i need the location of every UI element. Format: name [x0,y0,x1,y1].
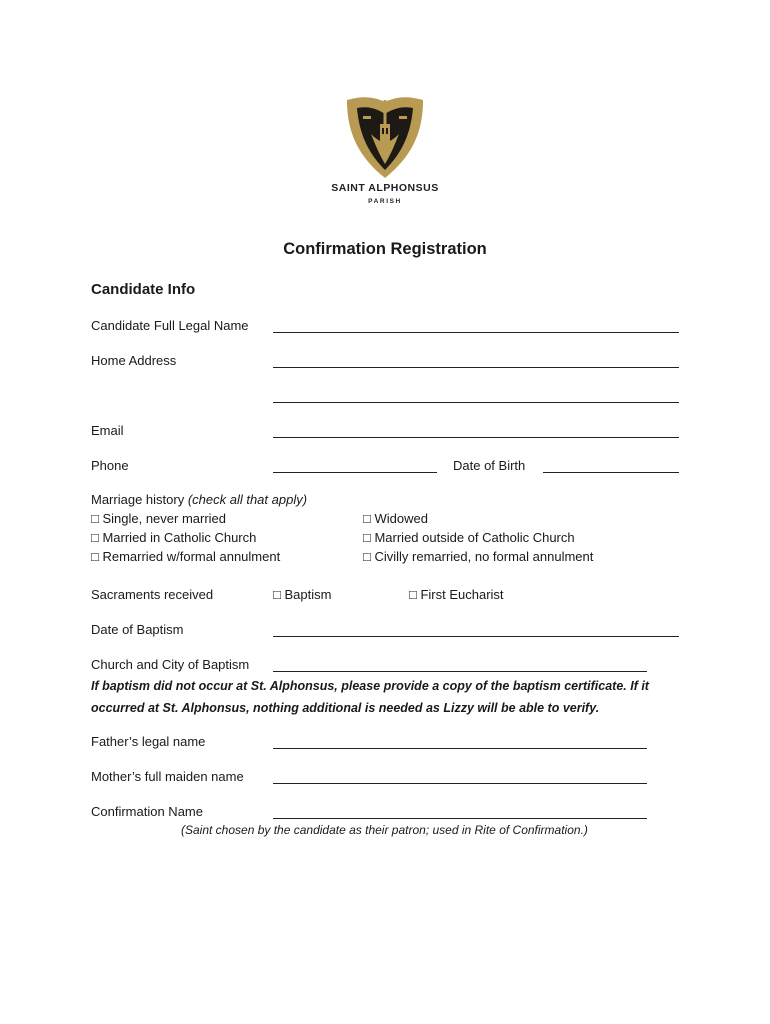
confirmation-name-label: Confirmation Name [91,804,203,819]
mother-name-field[interactable] [273,783,647,784]
phone-field[interactable] [273,472,437,473]
full-name-field[interactable] [273,332,679,333]
confirmation-name-caption: (Saint chosen by the candidate as their patron; used in Rite of Confirmation.) [181,823,588,837]
baptism-note-line2: occurred at St. Alphonsus, nothing additional is needed as Lizzy will be able to verify. [91,701,600,715]
parish-crest-icon [343,94,427,180]
org-subtitle: PARISH [368,198,402,205]
marriage-history-label: Marriage history (check all that apply) [91,492,308,507]
mother-name-label: Mother’s full maiden name [91,769,244,784]
email-label: Email [91,423,124,438]
sacrament-option-baptism[interactable]: □ Baptism [273,587,332,602]
org-name: SAINT ALPHONSUS [331,182,439,194]
address-label: Home Address [91,353,177,368]
marriage-option-civilly-remarried[interactable]: □ Civilly remarried, no formal annulment [363,549,594,564]
form-title: Confirmation Registration [283,240,487,258]
marriage-history-hint: (check all that apply) [187,492,308,507]
baptism-date-label: Date of Baptism [91,622,184,637]
section-candidate-info: Candidate Info [91,281,196,298]
marriage-option-married-catholic[interactable]: □ Married in Catholic Church [91,530,257,545]
sacrament-option-first-eucharist[interactable]: □ First Eucharist [409,587,504,602]
confirmation-name-field[interactable] [273,818,647,819]
dob-field[interactable] [543,472,679,473]
marriage-option-widowed[interactable]: □ Widowed [363,511,428,526]
baptism-church-field[interactable] [273,671,647,672]
phone-label: Phone [91,458,129,473]
dob-label: Date of Birth [453,458,526,473]
marriage-option-single[interactable]: □ Single, never married [91,511,227,526]
sacraments-label: Sacraments received [91,587,214,602]
father-name-label: Father’s legal name [91,734,206,749]
father-name-field[interactable] [273,748,647,749]
marriage-option-remarried-annulment[interactable]: □ Remarried w/formal annulment [91,549,281,564]
full-name-label: Candidate Full Legal Name [91,318,249,333]
baptism-church-label: Church and City of Baptism [91,657,250,672]
address-field-line1[interactable] [273,367,679,368]
address-field-line2[interactable] [273,402,679,403]
baptism-date-field[interactable] [273,636,679,637]
email-field[interactable] [273,437,679,438]
baptism-note-line1: If baptism did not occur at St. Alphonsus, please provide a copy of the baptism certificate. If it [91,679,649,693]
marriage-option-married-outside[interactable]: □ Married outside of Catholic Church [363,530,575,545]
